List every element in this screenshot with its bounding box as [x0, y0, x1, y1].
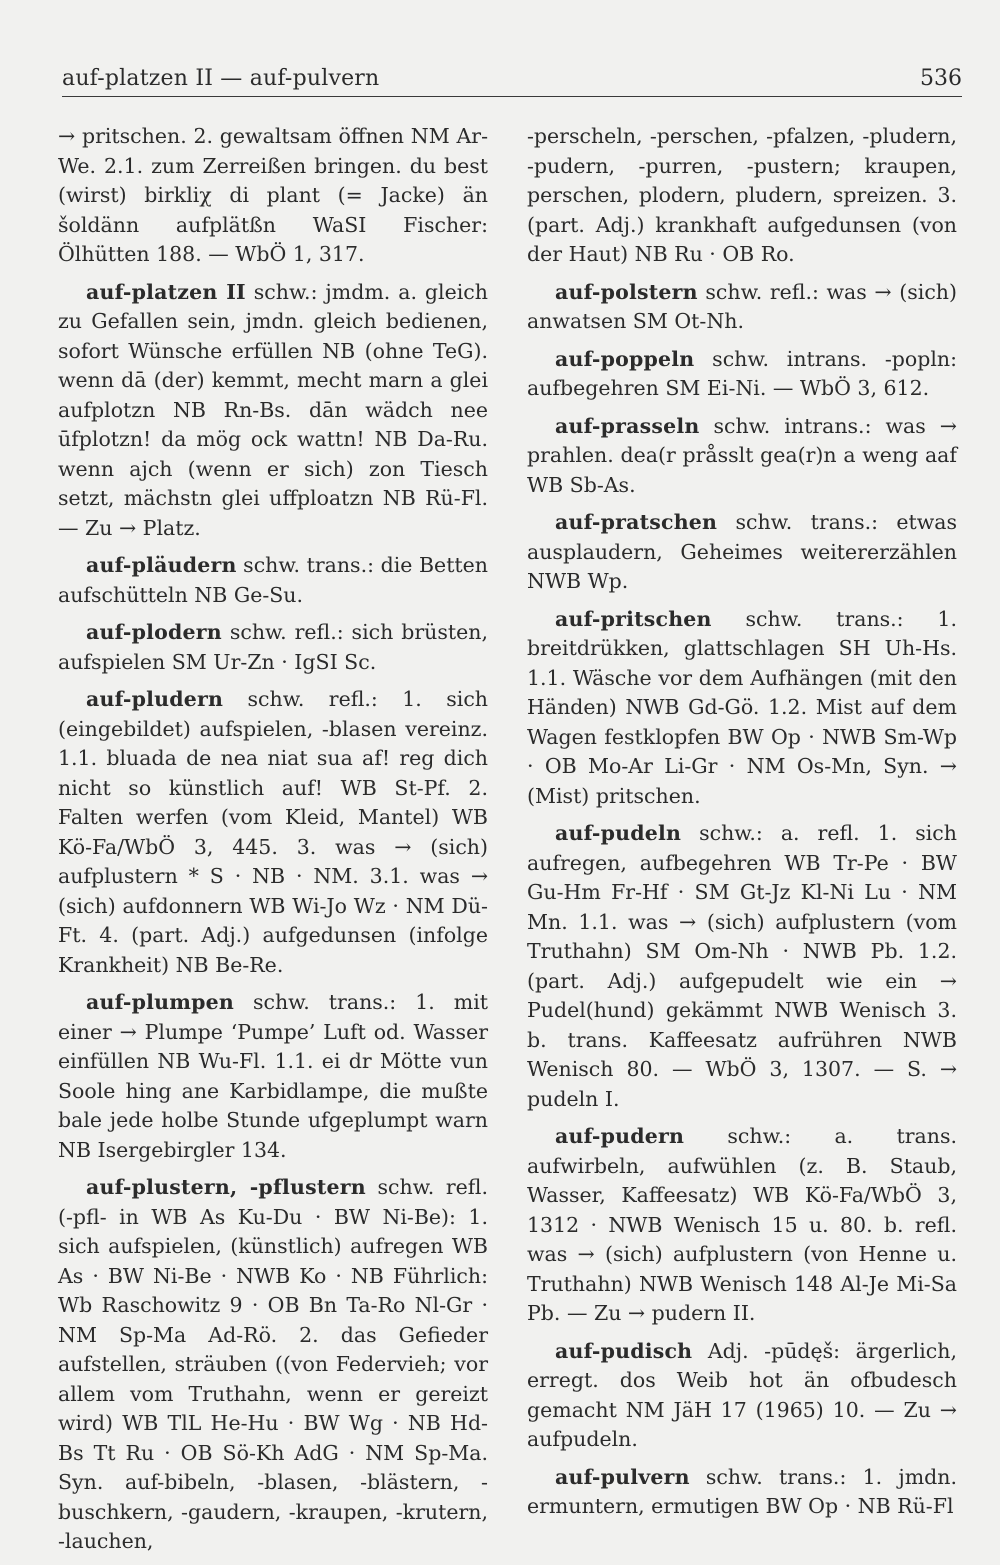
- entry-text: schw. refl.: was → (sich) anwatsen SM Ot-Nh.: [527, 279, 957, 333]
- entry-headword: auf-pritschen: [555, 606, 712, 631]
- dictionary-entry: [58, 278, 488, 544]
- entry-headword: auf-plumpen: [86, 990, 234, 1014]
- entry-text: -perscheln, -perschen, -pfalzen, -pludern, -pudern, -purren, -pustern; kraupen, perschen, plodern, pludern, spreizen. 3. (part. Adj.) krankhaft aufgedunsen (von der Haut) NB Ru · OB Ro.: [527, 124, 957, 266]
- page-number: 536: [920, 66, 962, 91]
- entry-headword: auf-pläudern: [86, 553, 237, 577]
- entry-text: schw. intrans. -popln: aufbegehren SM Ei-Ni. — WbÖ 3, 612.: [527, 346, 957, 400]
- dictionary-entry: [527, 819, 957, 1114]
- entry-headword: auf-pulvern: [555, 1464, 690, 1489]
- entry-text: schw. refl. (-pfl- in WB As Ku-Du · BW Ni-Be): 1. sich aufspielen, (künstlich) aufregen WB As · BW Ni-Be · NWB Ko · NB Führlich: Wb Raschowitz 9 · OB Bn Ta-Ro Nl-Gr · NM Sp-Ma Ad-Rö. 2. das Gefieder aufstellen, sträuben ((von Federvieh; vor allem vom Truthahn, wenn er gereizt wird) WB TlL He-Hu · BW Wg · NB Hd-Bs Tt Ru · OB Sö-Kh AdG · NM Sp-Ma. Syn. auf-bibeln, -blasen, -blästern, -buschkern, -gaudern, -kraupen, -krutern, -lauchen,: [58, 1175, 488, 1553]
- entry-text: schw. trans.: 1. mit einer → Plumpe ‘Pumpe’ Luft od. Wasser einfüllen NB Wu-Fl. 1.1. ei dr Mötte vun Soole hing ane Karbidlampe, die mußte bale jede holbe Stunde ufgeplumpt warn NB Isergebirgler 134.: [58, 990, 488, 1162]
- entry-headword: auf-plustern, -pflustern: [86, 1175, 366, 1199]
- entry-headword: auf-pudern: [555, 1124, 685, 1148]
- dictionary-entry: [527, 1122, 957, 1329]
- entry-text: schw. trans.: 1. breitdrükken, glattschlagen SH Uh-Hs. 1.1. Wäsche vor dem Aufhängen (mit den Händen) NWB Gd-Gö. 1.2. Mist auf dem Wagen festklopfen BW Op · NWB Sm-Wp · OB Mo-Ar Li-Gr · NM Os-Mn, Syn. → (Mist) pritschen.: [527, 606, 957, 808]
- entry-headword: auf-polstern: [555, 279, 698, 304]
- right-column: [527, 122, 957, 1530]
- dictionary-entry: [527, 508, 957, 597]
- dictionary-entry: [58, 1173, 488, 1557]
- left-column: [58, 122, 488, 1565]
- entry-text: schw. trans.: die Betten aufschütteln NB Ge-Su.: [58, 553, 488, 607]
- entry-headword: auf-plodern: [86, 620, 222, 644]
- dictionary-entry: [527, 278, 957, 337]
- entry-text: schw.: a. refl. 1. sich aufregen, aufbegehren WB Tr-Pe · BW Gu-Hm Fr-Hf · SM Gt-Jz Kl-Ni Lu · NM Mn. 1.1. was → (sich) aufplustern (vom Truthahn) SM Om-Nh · NWB Pb. 1.2. (part. Adj.) aufgepudelt wie ein → Pudel(hund) gekämmt NWB Wenisch 3. b. trans. Kaffeesatz aufrühren NWB Wenisch 80. — WbÖ 3, 1307. — S. → pudeln I.: [527, 821, 957, 1111]
- entry-text: schw. intrans.: was → prahlen. dea(r pråsslt gea(r)n a weng aaf WB Sb-As.: [527, 413, 957, 497]
- entry-text: schw. trans.: etwas ausplaudern, Geheimes weitererzählen NWB Wp.: [527, 510, 957, 593]
- dictionary-entry: [527, 1463, 957, 1522]
- entry-text: Adj. -pūdęš: ärgerlich, erregt. dos Weib hot än ofbudesch gemacht NM JäH 17 (1965) 10. — Zu → aufpudeln.: [527, 1338, 957, 1451]
- entry-text: schw. refl.: sich brüsten, aufspielen SM Ur-Zn · IgSI Sc.: [58, 620, 488, 674]
- dictionary-entry: [527, 122, 957, 270]
- entry-text: schw.: a. trans. aufwirbeln, aufwühlen (z. B. Staub, Wasser, Kaffeesatz) WB Kö-Fa/WbÖ 3, 1312 · NWB Wenisch 15 u. 80. b. refl. was → (sich) aufplustern (von Henne u. Truthahn) NWB Wenisch 148 Al-Je Mi-Sa Pb. — Zu → pudern II.: [527, 1124, 957, 1325]
- dictionary-entry: [58, 618, 488, 677]
- dictionary-entry: [58, 122, 488, 270]
- running-head: auf-platzen II — auf-pulvern: [62, 66, 380, 91]
- dictionary-entry: [58, 685, 488, 980]
- page-header: [62, 60, 962, 97]
- entry-headword: auf-poppeln: [555, 346, 695, 371]
- dictionary-entry: [58, 551, 488, 610]
- entry-headword: auf-pratschen: [555, 510, 718, 534]
- dictionary-entry: [527, 605, 957, 812]
- entry-headword: auf-pudisch: [555, 1338, 693, 1363]
- dictionary-entry: [527, 1337, 957, 1455]
- dictionary-entry: [58, 988, 488, 1165]
- entry-text: → pritschen. 2. gewaltsam öffnen NM Ar-We. 2.1. zum Zerreißen bringen. du best (wirst) birkliχ di plant (= Jacke) än šoldänn aufplätßn WaSI Fischer: Ölhütten 188. — WbÖ 1, 317.: [58, 124, 488, 266]
- dictionary-entry: [527, 412, 957, 501]
- entry-headword: auf-pludern: [86, 687, 224, 711]
- entry-headword: auf-pudeln: [555, 821, 682, 845]
- dictionary-entry: [527, 345, 957, 404]
- entry-headword: auf-platzen II: [86, 279, 246, 304]
- entry-text: schw. refl.: 1. sich (eingebildet) aufspielen, -blasen vereinz. 1.1. bluada de nea niat sua af! reg dich nicht so künstlich auf! WB St-Pf. 2. Falten werfen (vom Kleid, Mantel) WB Kö-Fa/WbÖ 3, 445. 3. was → (sich) aufplustern * S · NB · NM. 3.1. was → (sich) aufdonnern WB Wi-Jo Wz · NM Dü-Ft. 4. (part. Adj.) aufgedunsen (infolge Krankheit) NB Be-Re.: [58, 687, 488, 977]
- entry-text: schw. trans.: 1. jmdn. ermuntern, ermutigen BW Op · NB Rü-Fl: [527, 1464, 957, 1518]
- entry-headword: auf-prasseln: [555, 413, 700, 438]
- entry-text: schw.: jmdm. a. gleich zu Gefallen sein, jmdn. gleich bedienen, sofort Wünsche erfüllen NB (ohne TeG). wenn dā (der) kemmt, mecht marn a glei aufplotzn NB Rn-Bs. dān wädch nee ūfplotzn! da mög ock wattn! NB Da-Ru. wenn ajch (wenn er sich) zon Tiesch setzt, mächstn glei uffploatzn NB Rü-Fl. — Zu → Platz.: [58, 279, 488, 540]
